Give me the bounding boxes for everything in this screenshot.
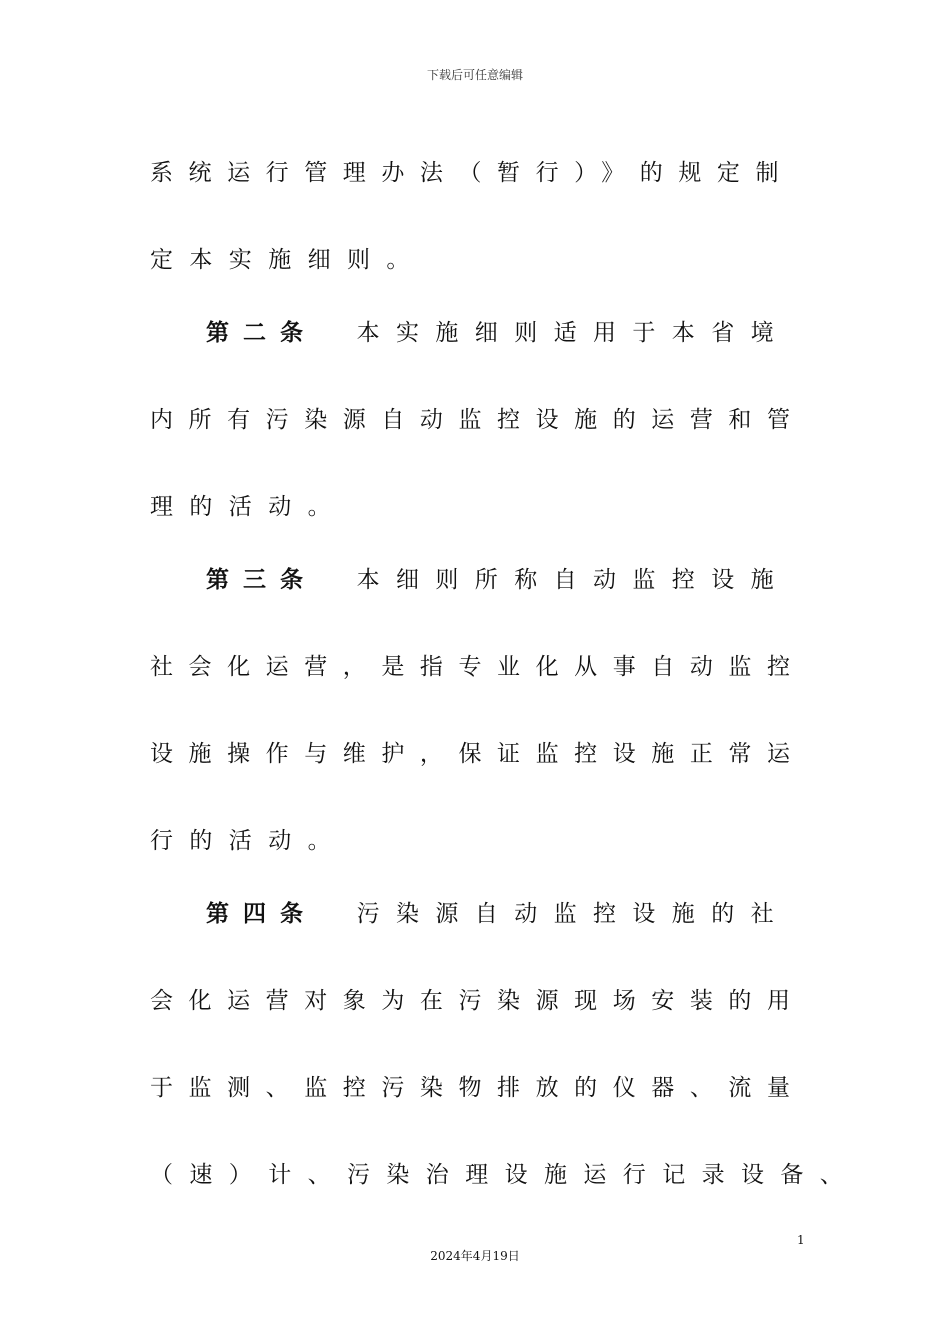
text-line (150, 826, 790, 856)
text-line (206, 318, 790, 348)
line-text: 社会化运营，是指专业化从事自动监控 (150, 654, 806, 680)
page-number: 1 (797, 1233, 805, 1247)
text-line (150, 652, 806, 682)
line-text: 系统运行管理办法（暂行）》的规定制 (150, 160, 795, 186)
line-text: 会化运营对象为在污染源现场安装的用 (150, 988, 806, 1014)
article-number: 第二条 (206, 320, 317, 346)
line-text: 本细则所称自动监控设施 (356, 567, 790, 593)
text-line (150, 245, 790, 275)
line-text: 行的活动。 (150, 828, 347, 854)
line-text: 本实施细则适用于本省境 (356, 320, 790, 346)
line-text: 理的活动。 (150, 494, 347, 520)
text-line (150, 739, 806, 769)
text-line (150, 405, 806, 435)
article-number: 第四条 (206, 901, 317, 927)
line-text: 于监测、监控污染物排放的仪器、流量 (150, 1075, 806, 1101)
line-text: 内所有污染源自动监控设施的运营和管 (150, 407, 806, 433)
line-text: （速）计、污染治理设施运行记录设备、 (150, 1162, 860, 1188)
text-line (150, 1160, 860, 1190)
footer-date: 2024年4月19日 (430, 1249, 520, 1263)
line-text: 污染源自动监控设施的社 (356, 901, 790, 927)
text-line (150, 1073, 806, 1103)
text-line (150, 158, 795, 188)
text-line (150, 986, 806, 1016)
line-text: 定本实施细则。 (150, 247, 426, 273)
page-header: 下载后可任意编辑 (426, 68, 523, 82)
article-number: 第三条 (206, 567, 317, 593)
line-text: 设施操作与维护，保证监控设施正常运 (150, 741, 806, 767)
text-line (206, 899, 790, 929)
text-line (206, 565, 790, 595)
text-line (150, 492, 790, 522)
